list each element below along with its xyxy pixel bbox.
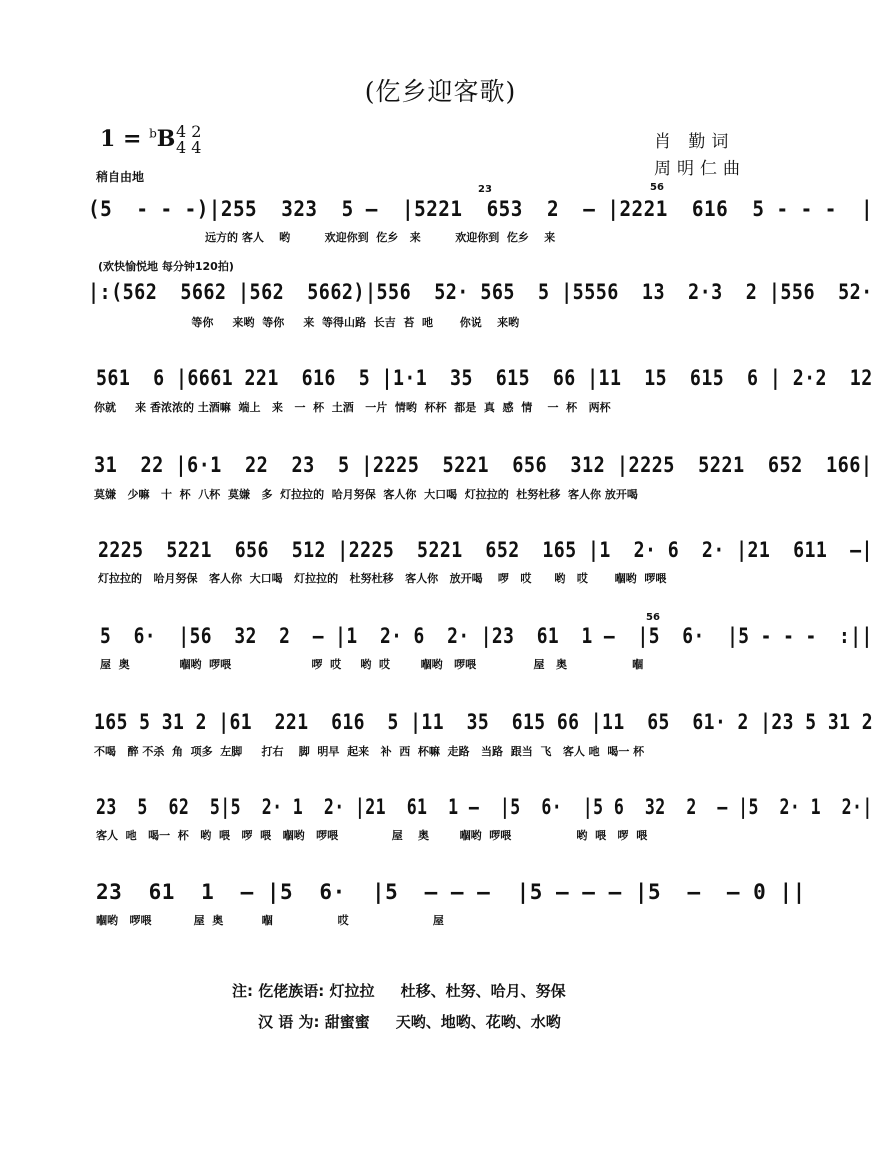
tempo-mark-lively: (欢快愉悦地 每分钟120拍) (98, 260, 234, 273)
lyrics-row-8: 客人 吔 喝一 杯 哟 喂 啰 喂 嗰哟 啰喂 屋 奥 嗰哟 啰喂 哟 喂 啰 喂 (96, 829, 648, 842)
grace-note-56-b: 56 (646, 612, 660, 623)
notation-row-6: 5 6· |56 32 2 — |1 2· 6 2· |23 61 1 — |5 6· |5 - - - :|| (100, 624, 873, 648)
lyrics-row-7: 不喝 醉 不杀 角 项多 左脚 打右 脚 明早 起来 补 西 杯嘛 走路 当路 跟当 飞 客人 吔 喝一 杯 (94, 745, 645, 758)
notation-row-1: (5 - - -)|255 323 5 — |5221 653 2 — |2221 616 5 - - - | (88, 197, 874, 221)
footnote-line-1 (232, 980, 566, 1001)
key-note: B (156, 126, 176, 152)
notation-row-9: 23 61 1 — |5 6· |5 — — — |5 — — — |5 — — 0 || (96, 880, 806, 904)
key-signature (100, 126, 175, 152)
notation-row-4: 31 22 |6·1 22 23 5 |2225 5221 656 312 |2225 5221 652 166| (94, 453, 873, 477)
lyrics-row-5: 灯拉拉的 哈月努保 客人你 大口喝 灯拉拉的 杜努杜移 客人你 放开喝 啰 哎 哟 哎 嗰哟 啰喂 (98, 572, 667, 585)
key-flat: b (149, 126, 157, 141)
notation-row-8: 23 5 62 5|5 2· 1 2· |21 61 1 — |5 6· |5 6 32 2 — |5 2· 1 2·| (96, 795, 873, 819)
grace-note-56: 56 (650, 182, 664, 193)
notation-row-5: 2225 5221 656 512 |2225 5221 652 165 |1 2· 6 2· |21 611 —| (98, 538, 873, 562)
lyrics-row-4: 莫嫌 少嘛 十 杯 八杯 莫嫌 多 灯拉拉的 哈月努保 客人你 大口喝 灯拉拉的 杜努杜移 客人你 放开喝 (94, 488, 638, 501)
key-prefix: 1 = (100, 126, 142, 152)
footnote-label-1: 注: 仡佬族语: (232, 982, 325, 1000)
time-signature-bottom: 4 4 (176, 138, 202, 157)
time-signature (176, 124, 201, 156)
lyrics-row-6: 屋 奥 嗰哟 啰喂 啰 哎 哟 哎 嗰哟 啰喂 屋 奥 嗰 (100, 658, 644, 671)
lyrics-row-1: 远方的 客人 哟 欢迎你到 仡乡 来 欢迎你到 仡乡 来 (205, 231, 556, 244)
notation-row-2: |:(562 5662 |562 5662)|556 52· 565 5 |5556 13 2·3 2 |556 52· (88, 280, 873, 304)
lyrics-row-2: 等你 来哟 等你 来 等得山路 长吉 苔 吔 你说 来哟 (88, 316, 520, 329)
song-title: (仡乡迎客歌) (364, 77, 517, 106)
grace-note-23: 23 (478, 184, 492, 195)
footnote-label-2: 汉 语 为: (258, 1013, 320, 1031)
tempo-mark-free: 稍自由地 (96, 170, 145, 184)
notation-row-7: 165 5 31 2 |61 221 616 5 |11 35 615 66 |11 65 61· 2 |23 5 31 2 (94, 710, 874, 734)
notation-row-3: 561 6 |6661 221 616 5 |1·1 35 615 66 |11 15 615 6 | 2·2 12 (96, 366, 873, 390)
footnote-terms-1: 灯拉拉 杜移、杜努、哈月、努保 (329, 982, 566, 1000)
composer-credit: 周明仁曲 (654, 159, 746, 179)
lyricist-credit: 肖 勤词 (654, 132, 735, 152)
time-signature-top: 4 2 (176, 122, 202, 141)
lyrics-row-3: 你就 来 香浓浓的 土酒嘛 端上 来 一 杯 土酒 一片 情哟 杯杯 都是 真 感 情 一 杯 两杯 (94, 401, 611, 414)
lyrics-row-9: 嗰哟 啰喂 屋 奥 嗰 哎 屋 (96, 914, 444, 927)
footnote-terms-2: 甜蜜蜜 天哟、地哟、花哟、水哟 (324, 1013, 561, 1031)
footnote-line-2 (258, 1011, 561, 1032)
